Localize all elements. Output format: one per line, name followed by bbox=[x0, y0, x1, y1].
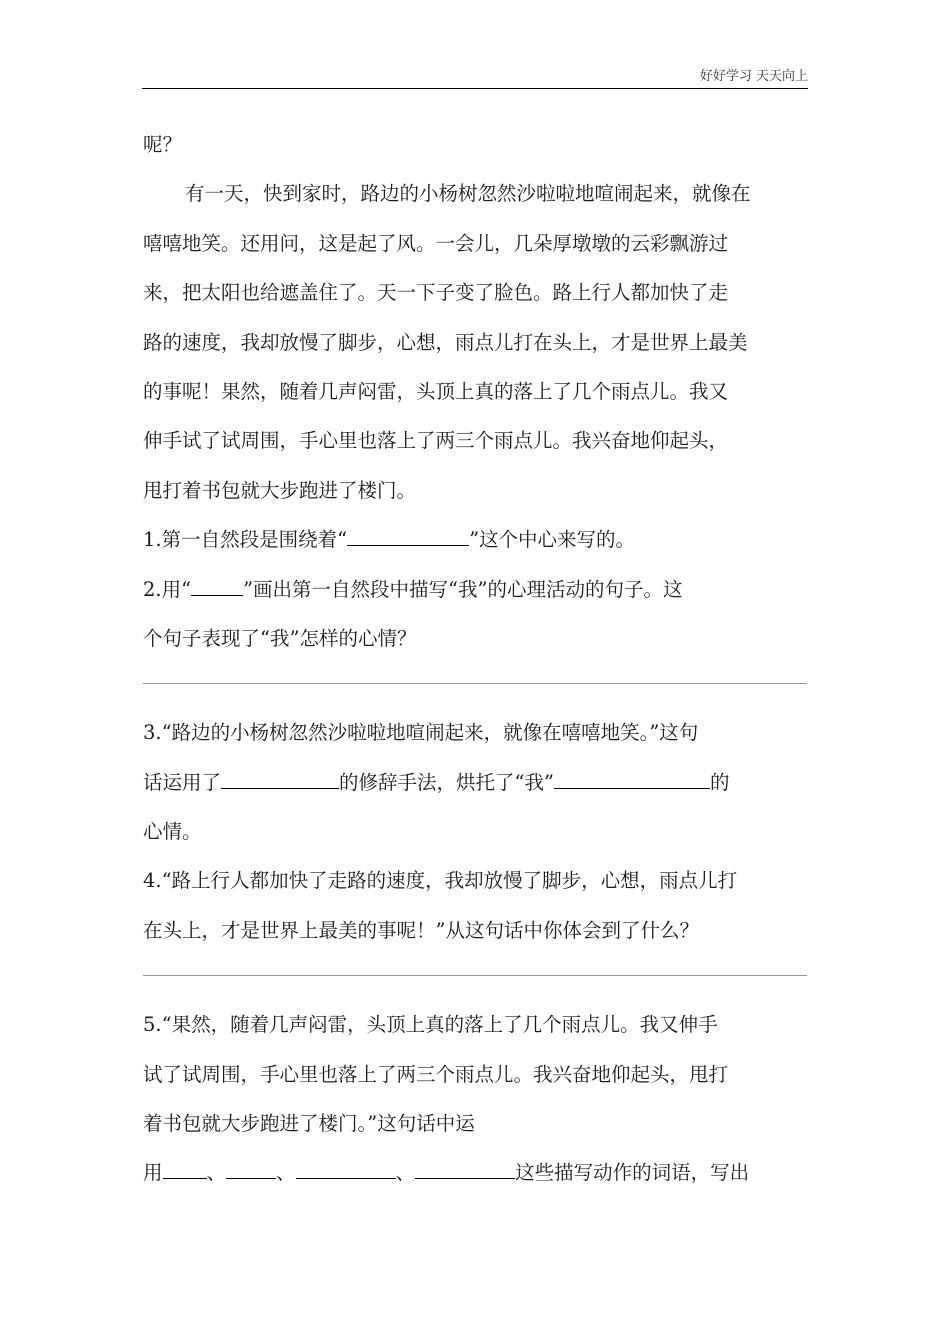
answer-blank[interactable] bbox=[221, 770, 339, 789]
answer-line[interactable] bbox=[143, 683, 807, 684]
passage-line: 甩打着书包就大步跑进了楼门。 bbox=[143, 478, 417, 502]
answer-line[interactable] bbox=[143, 975, 807, 976]
answer-blank[interactable] bbox=[296, 1160, 396, 1179]
answer-blank[interactable] bbox=[554, 770, 710, 789]
passage-line: 伸手试了试周围，手心里也落上了两三个雨点儿。我兴奋地仰起头， bbox=[143, 429, 729, 453]
answer-blank[interactable] bbox=[415, 1160, 515, 1179]
question-2: 2.用“ ”画出第一自然段中描写“我”的心理活动的句子。这 个句子表现了“我”怎样的心情？ bbox=[143, 565, 807, 685]
passage-line: 呢？ bbox=[143, 133, 183, 156]
passage-line: 来，把太阳也给遮盖住了。天一下子变了脸色。路上行人都加快了走 bbox=[143, 281, 729, 305]
passage-line: 有一天，快到家时，路边的小杨树忽然沙啦啦地喧闹起来，就像在 bbox=[185, 182, 751, 206]
answer-blank[interactable] bbox=[226, 1160, 276, 1179]
page-content bbox=[143, 120, 807, 1198]
question-1: 1.第一自然段是围绕着“ ”这个中心来写的。 bbox=[143, 528, 636, 552]
passage-line: 嘻嘻地笑。还用问，这是起了风。一会儿，几朵厚墩墩的云彩飘游过 bbox=[143, 231, 729, 255]
answer-blank[interactable] bbox=[347, 527, 469, 546]
passage bbox=[143, 120, 807, 515]
header-divider bbox=[142, 88, 808, 89]
question-3: 3.“路边的小杨树忽然沙啦啦地喧闹起来，就像在嘻嘻地笑。”这句 话运用了 的修辞手法，烘托了“我” 的 心情。 bbox=[143, 721, 730, 844]
header-title: 好好学习 天天向上 bbox=[699, 69, 808, 84]
question-5: 5.“果然，随着几声闷雷，头顶上真的落上了几个雨点儿。我又伸手 试了试周围，手心里也落上了两三个雨点儿。我兴奋地仰起头，甩打 着书包就大步跑进了楼门。”这句话中运 用 、 、 、 这些描写动作的词语，写出 bbox=[143, 1013, 750, 1185]
question-4: 4.“路上行人都加快了走路的速度，我却放慢了脚步，心想，雨点儿打 在头上，才是世界上最美的事呢！”从这句话中你体会到了什么？ bbox=[143, 856, 807, 976]
answer-blank[interactable] bbox=[163, 1160, 207, 1179]
passage-line: 的事呢！果然，随着几声闷雷，头顶上真的落上了几个雨点儿。我又 bbox=[143, 379, 729, 403]
passage-line: 路的速度，我却放慢了脚步，心想，雨点儿打在头上，才是世界上最美 bbox=[143, 330, 748, 354]
underline-sample bbox=[191, 577, 243, 596]
